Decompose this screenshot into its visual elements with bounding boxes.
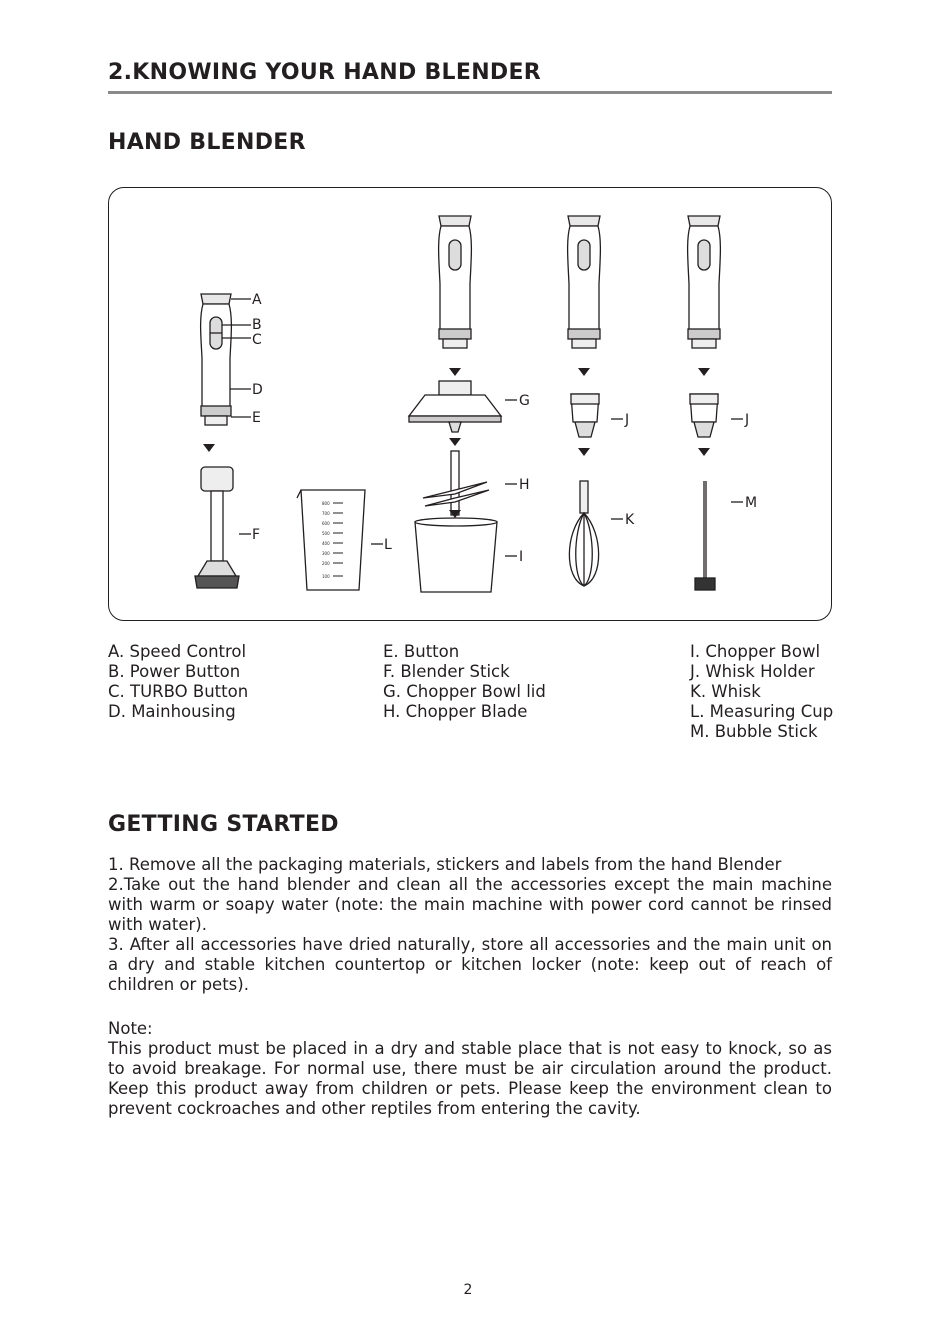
getting-started-steps <box>108 855 832 995</box>
getting-started-title: GETTING STARTED <box>108 812 339 837</box>
step-item: 2.Take out the hand blender and clean all the accessories except the main machine with warm or soapy water (note: the main machine with power cord cannot be rinsed with water). <box>108 875 832 934</box>
callout-i: I <box>519 549 524 565</box>
callout-j-1: J <box>625 412 630 428</box>
part-item: C. TURBO Button <box>108 682 249 701</box>
part-item: G. Chopper Bowl lid <box>383 682 546 701</box>
part-item: B. Power Button <box>108 662 241 681</box>
cup-scale-700: 700 <box>322 511 330 516</box>
part-item: D. Mainhousing <box>108 702 236 721</box>
cup-scale-400: 400 <box>322 541 330 546</box>
step-item: 1. Remove all the packaging materials, stickers and labels from the hand Blender <box>108 855 782 874</box>
part-item: M. Bubble Stick <box>690 722 818 741</box>
cup-scale-100: 100 <box>322 574 330 579</box>
whisk-illustration <box>569 481 598 586</box>
motor-body-3 <box>568 216 601 348</box>
part-item: J. Whisk Holder <box>690 662 815 681</box>
page-number: 2 <box>463 1282 473 1298</box>
callout-c: C <box>252 332 262 348</box>
part-item: F. Blender Stick <box>383 662 510 681</box>
part-item: K. Whisk <box>690 682 761 701</box>
callout-j-2: J <box>745 412 750 428</box>
motor-body-4 <box>688 216 721 348</box>
bubble-stick-illustration <box>695 481 715 590</box>
step-item: 3. After all accessories have dried naturally, store all accessories and the main unit on a dry and stable kitchen countertop or kitchen locker (note: keep out of reach of children or pets). <box>108 935 832 994</box>
callout-m: M <box>745 495 758 511</box>
motor-body-2 <box>439 216 472 348</box>
callout-l: L <box>384 537 392 553</box>
cup-scale-500: 500 <box>322 531 330 536</box>
cup-scale-300: 300 <box>322 551 330 556</box>
callout-d: D <box>252 382 263 398</box>
parts-list-col1 <box>108 642 248 722</box>
parts-illustration <box>109 188 833 622</box>
section-title: 2.KNOWING YOUR HAND BLENDER <box>108 60 832 94</box>
measuring-cup-illustration <box>297 490 365 590</box>
note-label: Note: <box>108 1019 153 1038</box>
parts-list-col2 <box>383 642 546 722</box>
callout-h: H <box>519 477 530 493</box>
callout-f: F <box>252 527 261 543</box>
chopper-bowl-illustration <box>415 518 497 592</box>
cup-scale-800: 800 <box>322 501 330 506</box>
chopper-lid-illustration <box>409 381 501 432</box>
callout-g: G <box>519 393 530 409</box>
part-item: E. Button <box>383 642 460 661</box>
part-item: I. Chopper Bowl <box>690 642 821 661</box>
callout-e: E <box>252 410 261 426</box>
main-unit-illustration <box>201 294 232 425</box>
whisk-holder-2-illustration <box>690 394 718 437</box>
parts-diagram <box>108 187 832 621</box>
callout-a: A <box>252 292 262 308</box>
hand-blender-title: HAND BLENDER <box>108 130 306 155</box>
callout-k: K <box>625 512 635 528</box>
cup-scale-600: 600 <box>322 521 330 526</box>
part-item: H. Chopper Blade <box>383 702 528 721</box>
blender-stick-illustration <box>195 467 239 588</box>
callout-b: B <box>252 317 262 333</box>
part-item: A. Speed Control <box>108 642 247 661</box>
parts-list-col3 <box>690 642 832 742</box>
cup-scale-200: 200 <box>322 561 330 566</box>
note-text: This product must be placed in a dry and stable place that is not easy to knock, so as to avoid breakage. For normal use, there must be air circulation around the product. Keep this product away from children or pets. Please keep the environment clean to prevent cockroaches and other reptiles from entering the cavity. <box>108 1039 832 1118</box>
chopper-blade-illustration <box>423 451 489 515</box>
whisk-holder-1-illustration <box>571 394 599 437</box>
part-item: L. Measuring Cup <box>690 702 834 721</box>
